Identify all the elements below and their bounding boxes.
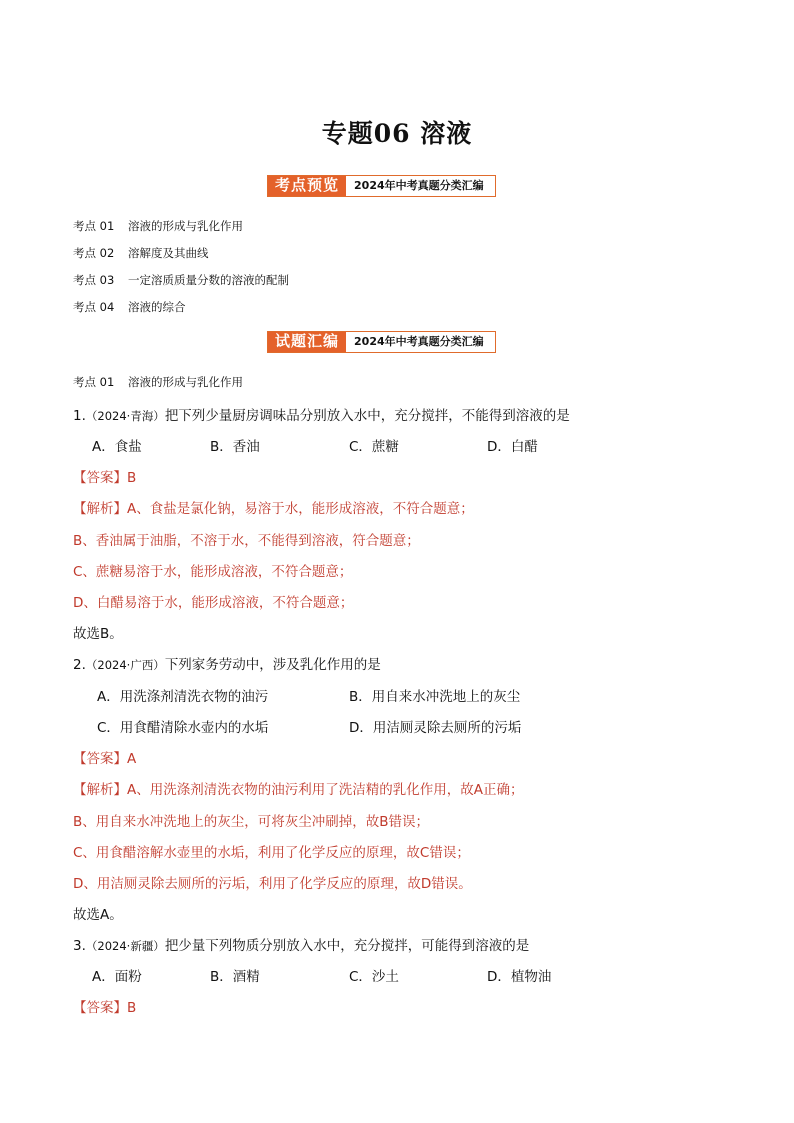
preview-banner-tag: 考点预览 — [268, 176, 346, 196]
option-a: A．食盐 — [92, 439, 142, 455]
preview-banner — [267, 175, 496, 197]
analysis-line — [73, 782, 523, 798]
answer-label: 【答案】 — [73, 751, 127, 767]
question-num: 1. — [73, 408, 86, 424]
page-title: 专题06 溶液 — [321, 119, 473, 148]
toc-item-text: 一定溶质质量分数的溶液的配制 — [127, 273, 289, 287]
toc-item-num: 考点 02 — [73, 246, 115, 260]
option-a: A．用洗涤剂清洗衣物的油污 — [97, 689, 269, 705]
toc-item-text: 溶液的形成与乳化作用 — [127, 219, 243, 233]
toc-item — [73, 299, 185, 315]
question-text: 把少量下列物质分别放入水中，充分搅拌，可能得到溶液的是 — [164, 938, 530, 954]
option-b: B．香油 — [210, 439, 260, 455]
toc-item-num: 考点 04 — [73, 300, 115, 314]
analysis-label: 【解析】 — [73, 501, 127, 517]
question-3-stem — [73, 938, 529, 954]
section-heading — [73, 374, 243, 390]
option-b: B．酒精 — [210, 969, 260, 985]
option-d: D．白醋 — [487, 439, 538, 455]
analysis-line: C、用食醋溶解水壶里的水垢，利用了化学反应的原理，故C错误； — [73, 845, 470, 861]
toc-item-text: 溶解度及其曲线 — [127, 246, 209, 260]
toc-item — [73, 218, 243, 234]
toc-item — [73, 245, 208, 261]
analysis-line: C、蔗糖易溶于水，能形成溶液，不符合题意； — [73, 564, 353, 580]
answer-value: A — [127, 751, 137, 767]
option-b: B．用自来水冲洗地上的灰尘 — [349, 689, 521, 705]
analysis-text: A、用洗涤剂清洗衣物的油污利用了洗洁精的乳化作用，故A正确； — [127, 782, 524, 798]
exercises-banner-subtitle: 2024年中考真题分类汇编 — [354, 335, 484, 348]
toc-item — [73, 272, 289, 288]
option-c: C．蔗糖 — [349, 439, 399, 455]
toc-item-num: 考点 01 — [73, 219, 115, 233]
question-source: （2024·广西） — [85, 658, 165, 672]
analysis-line: D、白醋易溶于水，能形成溶液，不符合题意； — [73, 595, 354, 611]
option-d: D．植物油 — [487, 969, 552, 985]
conclusion: 故选B。 — [73, 626, 123, 642]
option-a: A．面粉 — [92, 969, 142, 985]
answer-line — [73, 470, 136, 486]
question-1-stem — [73, 408, 570, 424]
analysis-line: B、用自来水冲洗地上的灰尘，可将灰尘冲刷掉，故B错误； — [73, 814, 430, 830]
conclusion: 故选A。 — [73, 907, 123, 923]
option-d: D．用洁厕灵除去厕所的污垢 — [349, 720, 522, 736]
exercises-banner — [267, 331, 496, 353]
analysis-line: D、用洁厕灵除去厕所的污垢，利用了化学反应的原理，故D错误。 — [73, 876, 472, 892]
answer-line — [73, 751, 136, 767]
exercises-banner-tag: 试题汇编 — [268, 332, 346, 352]
answer-value: B — [127, 1000, 137, 1016]
answer-value: B — [127, 470, 137, 486]
question-text: 把下列少量厨房调味品分别放入水中，充分搅拌，不能得到溶液的是 — [164, 408, 570, 424]
question-text: 下列家务劳动中，涉及乳化作用的是 — [164, 657, 381, 673]
analysis-label: 【解析】 — [73, 782, 127, 798]
question-num: 2. — [73, 657, 86, 673]
section-num: 考点 01 — [73, 375, 115, 389]
answer-label: 【答案】 — [73, 1000, 127, 1016]
option-c: C．沙土 — [349, 969, 399, 985]
analysis-text: A、食盐是氯化钠，易溶于水，能形成溶液，不符合题意； — [127, 501, 474, 517]
question-source: （2024·青海） — [85, 409, 165, 423]
question-source: （2024·新疆） — [85, 939, 165, 953]
option-c: C．用食醋清除水壶内的水垢 — [97, 720, 269, 736]
toc-item-text: 溶液的综合 — [127, 300, 186, 314]
analysis-line — [73, 501, 474, 517]
answer-label: 【答案】 — [73, 470, 127, 486]
analysis-line: B、香油属于油脂，不溶于水，不能得到溶液，符合题意； — [73, 533, 420, 549]
toc-item-num: 考点 03 — [73, 273, 115, 287]
answer-line — [73, 1000, 136, 1016]
question-2-stem — [73, 657, 381, 673]
section-text: 溶液的形成与乳化作用 — [127, 375, 243, 389]
preview-banner-subtitle: 2024年中考真题分类汇编 — [354, 179, 484, 192]
question-num: 3. — [73, 938, 86, 954]
